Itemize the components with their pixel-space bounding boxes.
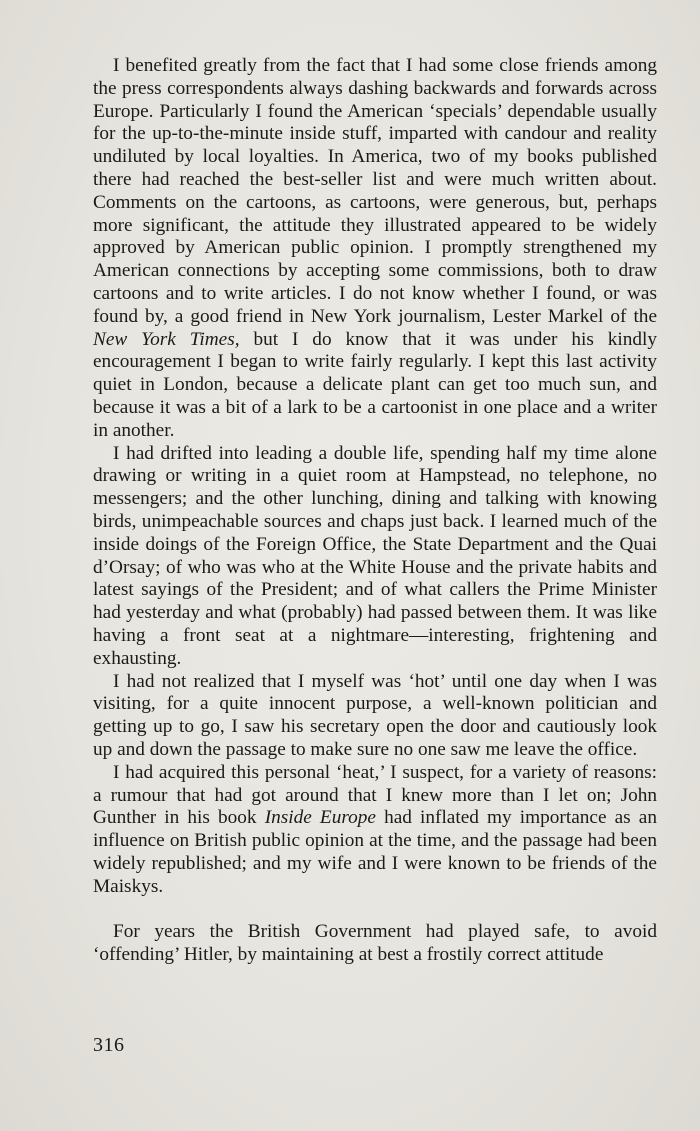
text-segment: had inflated my importance as an influence on British public opinion at the time, and the passage had been widely republished; and my wife and I were known to be friends of the Maiskys.: [93, 807, 657, 897]
paragraph-press-correspondents: [93, 55, 657, 443]
book-title-inside-europe: Inside Europe: [264, 807, 376, 829]
body-text: [93, 55, 657, 967]
newspaper-title-new-york-times: New York Times,: [93, 328, 240, 350]
text-segment: but I do know that it was under his kindly encouragement I began to write fairly regularly. I kept this last activity quiet in London, because a delicate plant can get too much sun, and because it was a bit of a lark to be a cartoonist in one place and a writer in another.: [93, 328, 657, 441]
text-segment: I had acquired this personal ‘heat,’ I suspect, for a variety of reasons: a rumour that had got around that I knew more than I let on; John Gunther in his book: [93, 761, 657, 829]
paragraph-double-life: [93, 443, 657, 671]
text-segment: For years the British Government had played safe, to avoid ‘offending’ Hitler, by maintaining at best a frostily correct attitude: [93, 921, 657, 966]
paragraph-hot: [93, 671, 657, 762]
text-segment: I had drifted into leading a double life, spending half my time alone drawing or writing in a quiet room at Hampstead, no telephone, no messengers; and the other lunching, dining and talking with knowing birds, unimpeachable sources and chaps just back. I learned much of the inside doings of the Foreign Office, the State Department and the Quai d’Orsay; of who was who at the White House and the private habits and latest sayings of the President; and of what callers the Prime Minister had yesterday and what (probably) had passed between them. It was like having a front seat at a nightmare—interesting, frightening and exhausting.: [93, 442, 657, 669]
text-segment: I had not realized that I myself was ‘hot’ until one day when I was visiting, for a quite innocent purpose, a well-known politician and getting up to go, I saw his secretary open the door and cautiously look up and down the passage to make sure no one saw me leave the office.: [93, 670, 657, 760]
paragraph-british-government: [93, 921, 657, 967]
text-segment: I benefited greatly from the fact that I had some close friends among the press correspondents always dashing backwards and forwards across Europe. Particularly I found the American ‘specials’ dependable usually for the up-to-the-minute inside stuff, imparted with candour and reality undiluted by local loyalties. In America, two of my books published there had reached the best-seller list and were much written about. Comments on the cartoons, as cartoons, were generous, but, perhaps more significant, the attitude they illustrated appeared to be widely approved by American public opinion. I promptly strengthened my American connections by accepting some commissions, both to draw cartoons and to write articles. I do not know whether I found, or was found by, a good friend in New York journalism, Lester Markel of the: [93, 55, 657, 327]
page-number: 316: [93, 1034, 125, 1056]
paragraph-personal-heat: [93, 762, 657, 899]
